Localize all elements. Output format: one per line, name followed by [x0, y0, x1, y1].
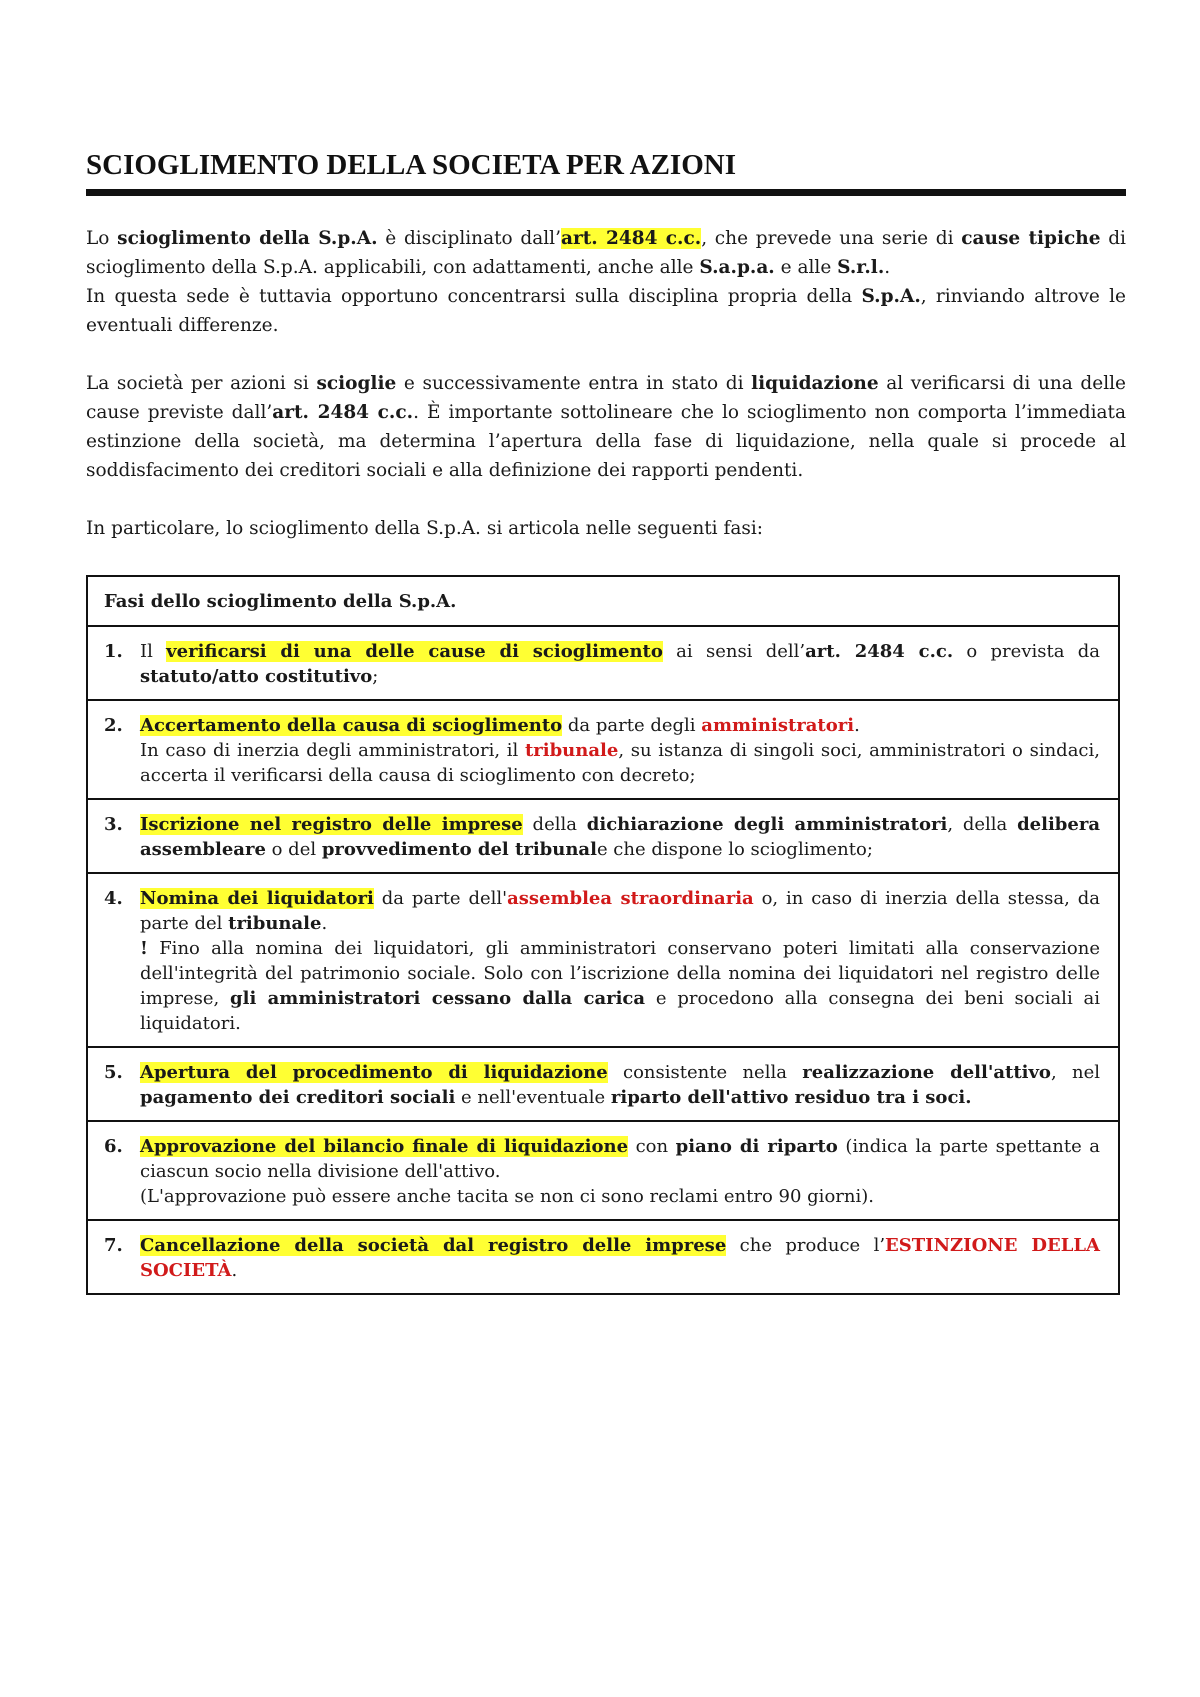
red-emphasis: amministratori — [701, 715, 855, 736]
bold-text: S.a.p.a. — [699, 257, 775, 278]
red-emphasis: assemblea straordinaria — [507, 888, 754, 909]
text: da parte dell' — [373, 888, 508, 909]
intro-section — [86, 224, 1126, 543]
phase-row-2 — [88, 701, 1118, 800]
highlighted-phase-title: Apertura del procedimento di liquidazione — [140, 1062, 608, 1083]
highlighted-phase-title: Approvazione del bilancio finale di liquidazione — [140, 1136, 629, 1157]
phase-row-4 — [88, 874, 1118, 1048]
text: , rinviando altrove le eventuali differenze. — [86, 286, 1127, 336]
phase-line — [140, 936, 1100, 1036]
highlighted-phase-title: Accertamento della causa di scioglimento — [140, 715, 563, 736]
document-title: SCIOGLIMENTO DELLA SOCIETA PER AZIONI — [86, 149, 736, 181]
title-rule — [86, 189, 1126, 196]
phase-row-7 — [88, 1221, 1118, 1293]
text: con — [628, 1136, 676, 1157]
text: o del — [265, 839, 322, 860]
bold-text: statuto/atto costitutivo — [140, 666, 373, 687]
bold-text: dichiarazione degli amministratori — [586, 814, 948, 835]
phase-number: 4. — [104, 888, 123, 909]
bold-text: scioglimento della S.p.A. — [117, 228, 378, 249]
bold-text: art. 2484 c.c. — [805, 641, 954, 662]
phase-text — [140, 1060, 1100, 1110]
bold-text: delibera assembleare — [140, 814, 1100, 860]
text: e procedono alla consegna dei beni sociali ai liquidatori. — [140, 988, 1100, 1034]
text: ; — [372, 666, 379, 687]
exclamation-icon: ! — [140, 938, 148, 959]
phases-table — [86, 575, 1120, 1295]
bold-text: pagamento dei creditori sociali — [140, 1087, 456, 1108]
phase-number: 2. — [104, 715, 123, 736]
intro-paragraph-1 — [86, 224, 1126, 282]
text: che produce l’ — [726, 1235, 886, 1256]
phase-line — [140, 886, 1100, 936]
text: In questa sede è tuttavia opportuno concentrarsi sulla disciplina propria della — [86, 286, 862, 307]
text: . — [884, 257, 891, 278]
bold-text: art. 2484 c.c. — [272, 402, 414, 423]
phase-text — [140, 886, 1100, 1036]
text: e alle — [774, 257, 838, 278]
phase-row-1 — [88, 627, 1118, 701]
phase-text — [140, 639, 1100, 689]
bold-text: riparto dell'attivo residuo tra i soci. — [610, 1087, 972, 1108]
phase-row-5 — [88, 1048, 1118, 1122]
phase-number: 7. — [104, 1235, 123, 1256]
text: da parte degli — [562, 715, 702, 736]
text: Il — [140, 641, 167, 662]
text: della — [522, 814, 587, 835]
text: e che dispone lo scioglimento; — [596, 839, 873, 860]
text: , su istanza di singoli soci, amministratori o sindaci, accerta il verificarsi della causa di scioglimento con decreto; — [140, 740, 1100, 786]
text: . — [854, 715, 860, 736]
phase-line — [140, 1134, 1100, 1184]
text: o, in caso di inerzia della stessa, da parte del — [140, 888, 1100, 934]
red-emphasis: tribunale — [524, 740, 619, 761]
bold-text: realizzazione dell'attivo — [802, 1062, 1051, 1083]
text: consistente nella — [607, 1062, 803, 1083]
text: . — [321, 913, 328, 934]
text: , che prevede una serie di — [701, 228, 962, 249]
bold-text: provvedimento del tribunal — [321, 839, 597, 860]
phase-line — [140, 713, 1100, 738]
text: In caso di inerzia degli amministratori, il — [140, 740, 525, 761]
text: o prevista da — [953, 641, 1100, 662]
bold-text: gli amministratori cessano dalla carica — [230, 988, 646, 1009]
text: al verificarsi di una delle cause previste dall’ — [86, 373, 1126, 423]
phase-text — [140, 1233, 1100, 1283]
bold-text: piano di riparto — [675, 1136, 838, 1157]
intro-paragraph-4: In particolare, lo scioglimento della S.p.A. si articola nelle seguenti fasi: — [86, 518, 764, 539]
text: Lo — [86, 228, 118, 249]
bold-text: tribunale — [228, 913, 322, 934]
phase-row-6 — [88, 1122, 1118, 1221]
text: (indica la parte spettante a ciascun socio nella divisione dell'attivo. — [140, 1136, 1101, 1182]
bold-text: scioglie — [316, 373, 397, 394]
text: di scioglimento della S.p.A. applicabili, con adattamenti, anche alle — [86, 228, 1126, 278]
phase-line — [140, 738, 1100, 788]
highlighted-phase-title: Nomina dei liquidatori — [140, 888, 374, 909]
intro-paragraph-2 — [86, 282, 1126, 340]
text: La società per azioni si — [86, 373, 317, 394]
text: ai sensi dell’ — [662, 641, 806, 662]
phase-number: 5. — [104, 1062, 123, 1083]
phase-number: 1. — [104, 641, 123, 662]
phase-text — [140, 713, 1100, 788]
bold-text: S.r.l. — [837, 257, 885, 278]
highlighted-phase-title: verificarsi di una delle cause di scioglimento — [166, 641, 663, 662]
bold-text: liquidazione — [751, 373, 879, 394]
text: e successivamente entra in stato di — [396, 373, 752, 394]
red-emphasis: ESTINZIONE DELLA SOCIETÀ — [140, 1235, 1100, 1281]
phase-number: 3. — [104, 814, 123, 835]
highlighted-phase-title: Iscrizione nel registro delle imprese — [140, 814, 523, 835]
text: . — [231, 1260, 238, 1281]
text: Fino alla nomina dei liquidatori, gli amministratori conservano poteri limitati alla conservazione dell'integrità del patrimonio sociale. Solo con l’iscrizione della nomina dei liquidatori nel registro delle imprese, — [140, 938, 1100, 1009]
text: . È importante sottolineare che lo scioglimento non comporta l’immediata estinzione della società, ma determina l’apertura della fase di liquidazione, nella quale si procede al soddisfacimento dei creditori sociali e alla definizione dei rapporti pendenti. — [86, 402, 1126, 481]
text: , nel — [1050, 1062, 1101, 1083]
intro-paragraph-3 — [86, 369, 1126, 485]
phase-line: (L'approvazione può essere anche tacita se non ci sono reclami entro 90 giorni). — [140, 1186, 874, 1207]
text: , della — [947, 814, 1018, 835]
phases-table-header: Fasi dello scioglimento della S.p.A. — [88, 577, 1118, 627]
phase-number: 6. — [104, 1136, 123, 1157]
highlighted-phase-title: Cancellazione della società dal registro delle imprese — [140, 1235, 727, 1256]
phase-text — [140, 1134, 1100, 1209]
text: e nell'eventuale — [455, 1087, 611, 1108]
text: è disciplinato dall’ — [377, 228, 561, 249]
bold-text: S.p.A. — [861, 286, 921, 307]
highlighted-reference: art. 2484 c.c. — [560, 228, 702, 249]
bold-text: cause tipiche — [961, 228, 1101, 249]
phase-row-3 — [88, 800, 1118, 874]
phase-text — [140, 812, 1100, 862]
